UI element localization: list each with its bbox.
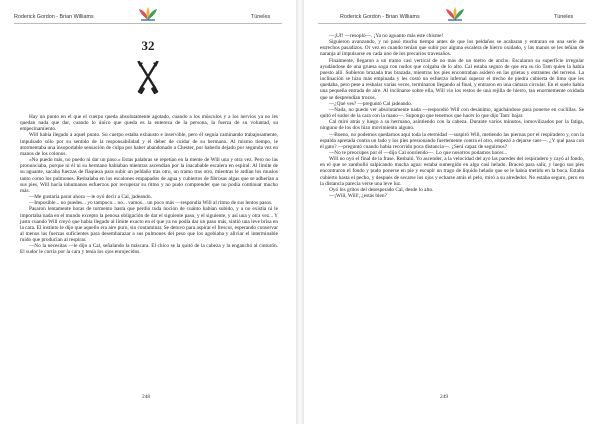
paragraph: Will no oyó el final de la frase. Resbaló. Yo ascender, a la velocidad del ayo las paredes del respiradero y cayó al fondo, en el que se zambulló salpicando mucha agua: estaba sumergido en algo casi helado. Braceó para salir, y luego sus pies encontraron el fondo y pudo ponerse en pie y escupir un trago de líquido helado que se le había metido en la boca. Estaba cubierto hasta el pecho, y después de secarse los ojos y echarse atrás el pelo, miró a su alrededor. No estaba seguro, pero en la distancia parecía verse una leve luz.	[320, 156, 584, 187]
paragraph: —¡Will, Will!, ¿estás bien?	[329, 193, 387, 200]
paragraph: Siguieron avanzando, y no pasó mucho tiempo antes de que los peldaños se acabaran y entraran en una serie de estrechos pasadizos. Or vez en cuando tenían que subir por alguna escalera de hierro oxidado, y las manos se les teñían de naranja al impulsarse en cada uno de los precarios travesaños.	[320, 39, 584, 58]
publisher-logo-icon	[444, 6, 466, 22]
right-header-rule	[318, 23, 586, 24]
left-page	[0, 0, 296, 424]
paragraph: —No te preocupes por él —dijo Cal sonriendo—. Lo que nosotros podamos hacer...	[329, 149, 507, 156]
right-body-text	[320, 33, 584, 199]
paragraph: Finalmente, llegaron a un tramo casi vertical de no más de un metro de ancho. Escalaron su superficie irregular ayudándose de una gruesa soga con nudos que colgaba de lo alto. Cal estaba seguro de que era su tío Tam quien la había puesto allí. Subieron brazada tras brazada, mientras los pies encontraban asidero en las grietas y entrantes del terreno. La inclinación se hizo más empinada y les costó un esfuerzo infernal superar el trecho de piedra cubierta de limo que les quedaba, pero pese a resbalar varias veces, terminaron llegando al final, y entraron en una cámara circular. En el suelo había una pequeña entrada de aire. Al inclinarse sobre ella, Will vio los restos de una rejilla de hierro, tan enormemente oxidada que se desprendían trozos.	[320, 57, 584, 101]
right-page-number: 249	[440, 394, 449, 400]
crossed-tools-icon	[136, 60, 160, 96]
left-header-rule	[14, 23, 282, 24]
left-page-number: 248	[142, 394, 151, 400]
book-gutter	[296, 0, 304, 424]
paragraph: —¿Qué ves? —preguntó Cal jadeando.	[329, 100, 413, 107]
paragraph: Oyó los gritos del desesperado Cal, desde lo alto.	[329, 186, 434, 193]
publisher-logo-icon	[137, 6, 159, 22]
chapter-number: 32	[141, 38, 155, 53]
paragraph: —¡Uf! —resopló—. ¡Ya no aguanto más este chisme!	[329, 33, 444, 39]
right-header-authors: Roderick Gordon - Brian Williams	[340, 14, 420, 20]
left-body-text	[20, 114, 278, 256]
paragraph: —Bueno, no podemos quedarnos aquí toda la eternidad —suspiró Will, metiendo las piernas por el respiradero y, con la espalda apretada contra un lado y los pies presionando fuertemente contra el otro, empezó a dejarse caer—. ¿Y qué pasa con el gato? —preguntó cuando había recorrido poca distancia—. ¿Será capaz de seguirnos?	[320, 131, 584, 150]
paragraph: Will había llegado a aquel punto. Su cuerpo estaba exhausto e inservible, pero él seguía caminando trabajosamente, impulsado sólo por su sentido de la responsabilidad y el deber de cuidar de su hermano. Al mismo tiempo, le atormentaba una insoportable sensación de culpa por haber abandonado a Chester, por haberlo dejado por segunda vez en manos de los colonos.	[20, 132, 278, 157]
left-header-authors: Roderick Gordon - Brian Williams	[14, 14, 94, 20]
paragraph: —Imposible... no puedes... yo tampoco... no... vamos... un poco más —respondía Will al ritmo de sus lentos pasos.	[29, 200, 273, 207]
paragraph: Cal miró atrás y luego a su hermano, asintiendo con la cabeza. Durante varios minutos, inmovilizados por la fatiga, ninguno de los dos hizo movimiento alguno.	[320, 119, 584, 132]
paragraph: «No puedo más, no puedo ni dar un paso.» Estas palabras se repetían en la mente de Will una y otra vez. Pero no las pronunciaba, porque ni él ni su hermano hablaban mientras ascendían por la inacabable escalera en espiral. Al límite de su aguante, sacaba fuerzas de flaqueza para subir un peldaño tras otro, un tramo tras otro, mientras le ardían los muslos tanto como los pulmones. Resbalaba en los escalones empapados de agua y cubiertos de fibrosas algas que se adherían a sus pies, Will hacía inhumanos esfuerzos por recuperar su ritmo y no pudo comprender que no podía continuar mucho más.	[20, 157, 278, 194]
right-header-title: Túneles	[554, 14, 574, 20]
paragraph: Hay un punto en el que el cuerpo queda absolutamente agotado, cuando a los músculos y a los nervios ya no les quedan nada que dar, cuando lo único que queda es la entereza de la persona, la fuerza de su voluntad, su empecinamiento.	[20, 114, 278, 133]
paragraph: —Nada, no puedo ver absolutamente nada —respondió Will con desánimo, agachándose para ponerse en cuclillas. Se quitó el sudor de la cara con la mano—. Supongo que tenemos que hacer lo que dijo Tam: bajar.	[320, 106, 584, 120]
paragraph: —No la necesitas —le dijo a Cal, señalando la máscara. El chico se la quitó de la cabeza y la enganchó al cinturón. El sudor le corría por la cara y tenía los ojos enrojecidos.	[20, 243, 278, 256]
paragraph: —Me gustaría parar ahora —le oyó decir a Cal, jadeando.	[29, 194, 152, 201]
right-page	[304, 0, 600, 424]
left-header-title: Túneles	[251, 14, 271, 20]
paragraph: Pasaron lentamente horas de tormento hasta que perdió toda noción de cuánto habían subido, y a no existía ni le importaba nada en el mundo excepto la penosa obligación de dar el siguiente paso, y el siguiente, y así una y otra vez... Y justo cuando Will creyó que había llegado al límite exacto en el que ya no podía dar un paso más, sintió una leve brisa en la cara. El instinto le dijo que aquello era aire puro, sin contaminar. Se detuvo para aspirar el frescor, esperando conservar al menos las fuerzas suficientes para desembarazar a sus pulmones del peso que los agobiaba y aliviar el interminable ruido que producían al respirar.	[20, 206, 278, 244]
